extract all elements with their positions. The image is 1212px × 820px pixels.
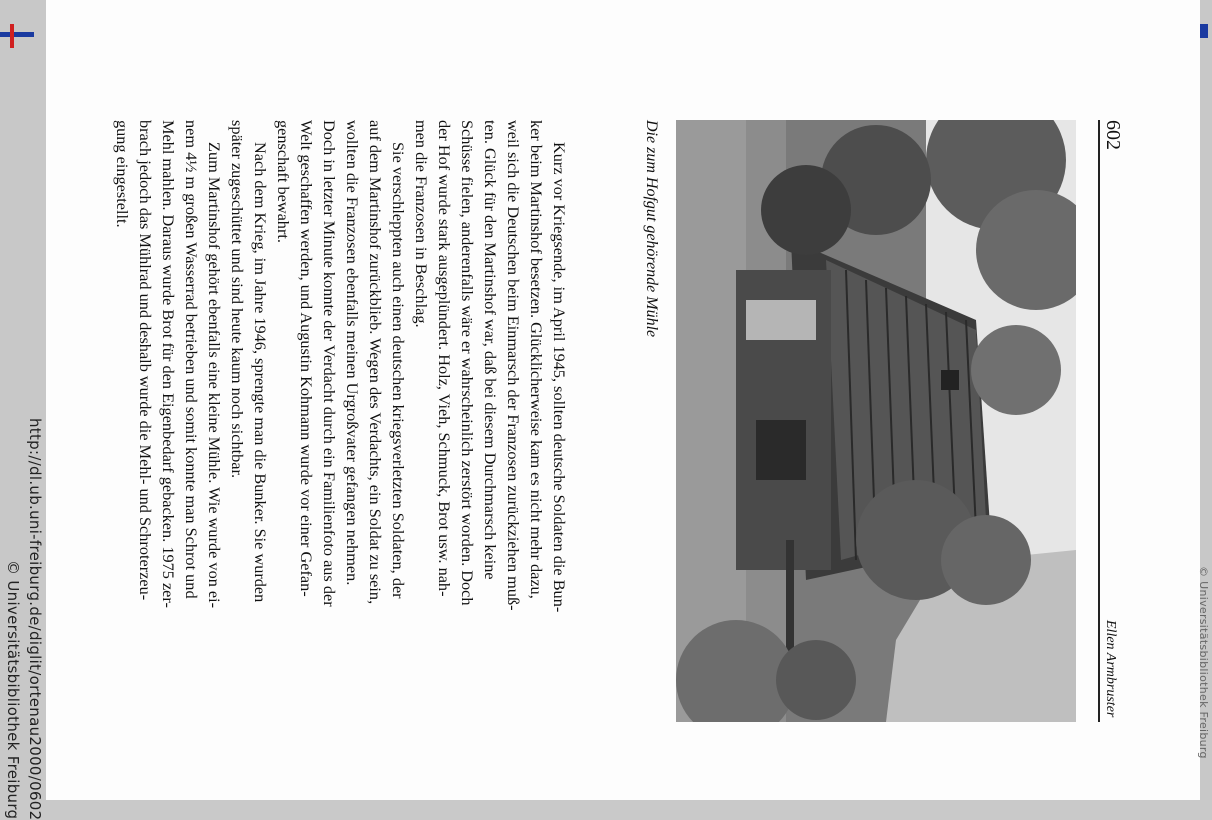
mill-photograph [676, 120, 1076, 722]
right-margin-credit: © Universitätsbibliothek Freiburg [1197, 566, 1210, 759]
body-line: Mehl mahlen. Daraus wurde Brot für den Eigenbedarf gebacken. 1975 zer- [159, 120, 178, 608]
body-line: men die Franzosen in Beschlag. [412, 120, 431, 328]
body-line: ker beim Martinshof besetzen. Glücklicherweise kam es nicht mehr dazu, [527, 120, 546, 599]
body-line: Doch in letzter Minute konnte der Verdacht durch ein Familienfoto aus der [320, 120, 339, 607]
mill-photo-image [676, 120, 1076, 722]
running-author: Ellen Armbruster [1103, 620, 1118, 718]
header-rule [1098, 120, 1100, 722]
scan-url[interactable]: http://dl.ub.uni-freiburg.de/diglit/ortenau2000/0602 [26, 418, 44, 820]
body-line: Kurz vor Kriegsende, im April 1945, sollten deutsche Soldaten die Bun- [550, 142, 569, 613]
crop-mark-right [1200, 24, 1208, 38]
body-line: später zugeschüttet und sind heute kaum noch sichtbar. [228, 120, 247, 479]
body-line: nem 4½ m großen Wasserrad betrieben und somit konnte man Schrot und [182, 120, 201, 599]
body-line: auf dem Martinshof zurückblieb. Wegen des Verdachts, ein Soldat zu sein, [366, 120, 385, 605]
body-line: Zum Martinshof gehört ebenfalls eine kleine Mühle. Wie wurde von ei- [205, 142, 224, 609]
body-line: gung eingestellt. [113, 120, 132, 228]
body-line: Welt geschaffen werden, und Augustin Kohmann wurde vor einer Gefan- [297, 120, 316, 597]
crop-mark-left [0, 32, 34, 37]
body-line: ten. Glück für den Martinshof war, daß bei diesem Durchmarsch keine [481, 120, 500, 580]
scan-library-credit: © Universitätsbibliothek Freiburg [4, 560, 22, 820]
body-line: wollten die Franzosen ebenfalls meinen Urgroßvater gefangen nehmen. [343, 120, 362, 586]
body-line: Sie verschleppten auch einen deutschen kriegsverletzten Soldaten, der [389, 142, 408, 599]
photo-caption: Die zum Hofgut gehörende Mühle [643, 120, 660, 338]
body-line: weil sich die Deutschen beim Einmarsch der Franzosen zurückziehen muß- [504, 120, 523, 611]
body-line: Nach dem Krieg, im Jahre 1946, sprengte man die Bunker. Sie wurden [251, 142, 270, 603]
body-line: Schüsse fielen, anderenfalls wäre er wahrscheinlich zerstört worden. Doch [458, 120, 477, 606]
body-line: brach jedoch das Mühlrad und deshalb wurde die Mehl- und Schroterzeu- [136, 120, 155, 601]
page-number: 602 [1102, 120, 1124, 150]
body-line: genschaft bewahrt. [274, 120, 293, 243]
crop-mark-left-red [10, 24, 14, 48]
body-line: der Hof wurde stark ausgeplündert. Holz, Vieh, Schmuck, Brot usw. nah- [435, 120, 454, 597]
